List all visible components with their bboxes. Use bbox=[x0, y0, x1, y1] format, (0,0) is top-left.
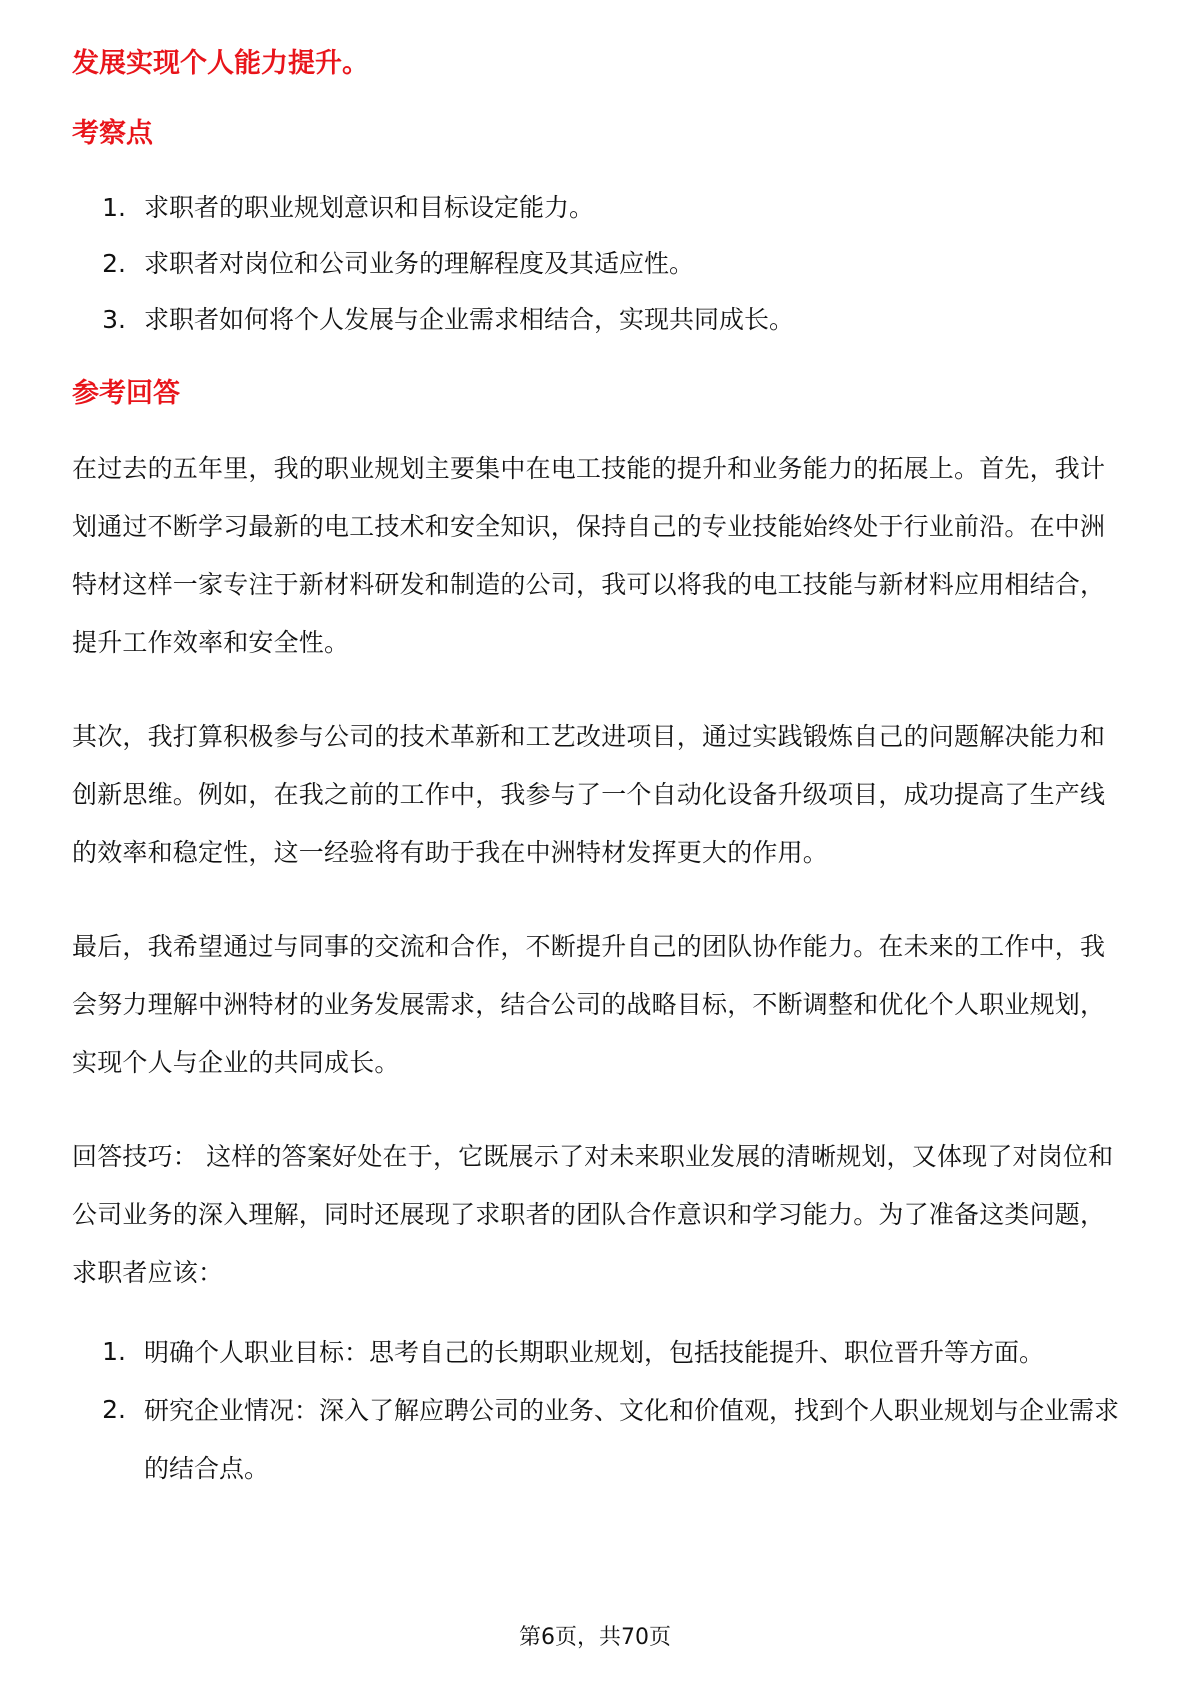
list-item-text: 求职者如何将个人发展与企业需求相结合，实现共同成长。 bbox=[144, 305, 795, 334]
answer-paragraph: 最后，我希望通过与同事的交流和合作，不断提升自己的团队协作能力。在未来的工作中，我会努力理解中洲特材的业务发展需求，结合公司的战略目标，不断调整和优化个人职业规划，实现个人与企业的共同成长。 bbox=[72, 932, 1106, 1077]
list-item bbox=[72, 1324, 1122, 1382]
assessment-list bbox=[72, 180, 1122, 348]
section-heading-assessment: 考察点 bbox=[72, 118, 153, 149]
list-item bbox=[72, 236, 1122, 292]
list-item bbox=[72, 1382, 1122, 1498]
list-item-number: 2. bbox=[102, 249, 126, 278]
answer-paragraph: 其次，我打算积极参与公司的技术革新和工艺改进项目，通过实践锻炼自己的问题解决能力和创新思维。例如，在我之前的工作中，我参与了一个自动化设备升级项目，成功提高了生产线的效率和稳定性，这一经验将有助于我在中洲特材发挥更大的作用。 bbox=[72, 722, 1106, 867]
list-item-number: 3. bbox=[102, 305, 126, 334]
page-footer: 第6页，共70页 bbox=[519, 1625, 671, 1650]
tips-intro-paragraph: 回答技巧： 这样的答案好处在于，它既展示了对未来职业发展的清晰规划，又体现了对岗位和公司业务的深入理解，同时还展现了求职者的团队合作意识和学习能力。为了准备这类问题，求职者应该： bbox=[72, 1142, 1114, 1287]
list-item-number: 1. bbox=[102, 193, 126, 222]
list-item-text: 求职者对岗位和公司业务的理解程度及其适应性。 bbox=[144, 249, 695, 278]
answer-paragraph: 在过去的五年里，我的职业规划主要集中在电工技能的提升和业务能力的拓展上。首先，我计划通过不断学习最新的电工技术和安全知识，保持自己的专业技能始终处于行业前沿。在中洲特材这样一家专注于新材料研发和制造的公司，我可以将我的电工技能与新材料应用相结合，提升工作效率和安全性。 bbox=[72, 454, 1106, 657]
list-item-number: 2. bbox=[102, 1395, 126, 1424]
list-item-text: 明确个人职业目标：思考自己的长期职业规划，包括技能提升、职位晋升等方面。 bbox=[144, 1338, 1045, 1367]
tips-list bbox=[72, 1324, 1122, 1498]
page-content bbox=[72, 44, 1122, 1498]
section-heading-reference-answer: 参考回答 bbox=[72, 378, 180, 409]
list-item-text: 研究企业情况：深入了解应聘公司的业务、文化和价值观，找到个人职业规划与企业需求的结合点。 bbox=[144, 1396, 1120, 1483]
list-item bbox=[72, 292, 1122, 348]
list-item-text: 求职者的职业规划意识和目标设定能力。 bbox=[144, 193, 595, 222]
lead-line: 发展实现个人能力提升。 bbox=[72, 48, 369, 79]
list-item bbox=[72, 180, 1122, 236]
list-item-number: 1. bbox=[102, 1337, 126, 1366]
